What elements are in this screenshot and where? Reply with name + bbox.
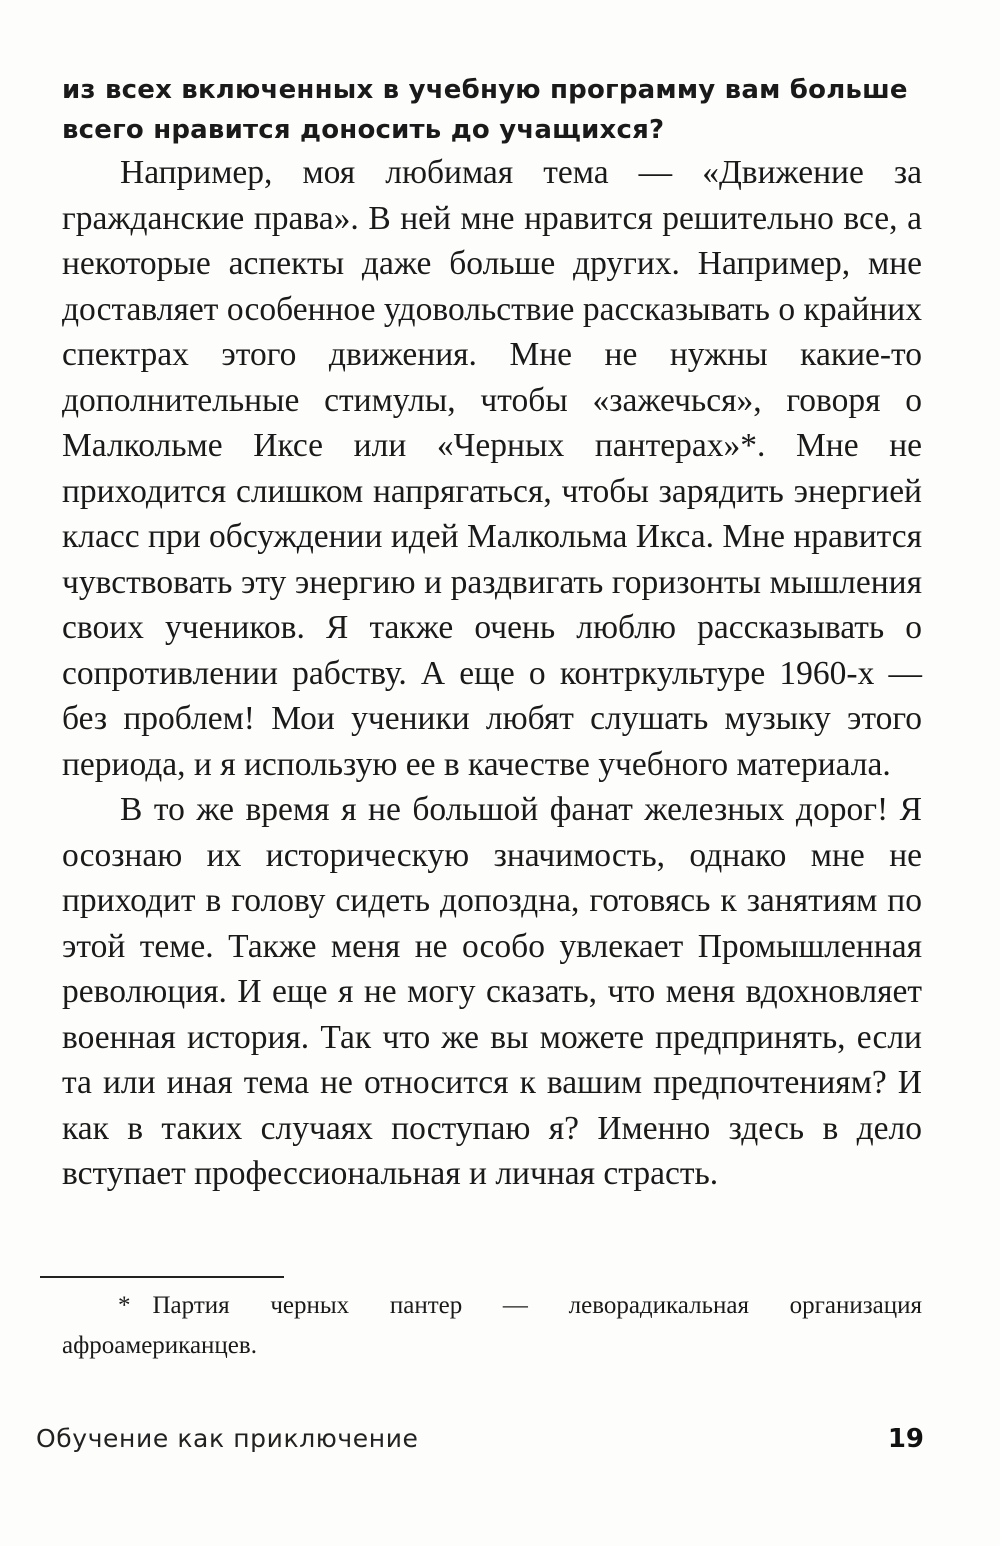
running-title: Обучение как приключение: [36, 1424, 419, 1453]
heading-line-2: всего нравится доносить до учащихся?: [62, 115, 665, 145]
footnote-mark: *: [118, 1292, 131, 1319]
page-body: [62, 70, 922, 1197]
heading-line-1: из всех включенных в учебную программу вам больше: [62, 75, 908, 105]
footnote-divider: [40, 1276, 284, 1278]
footnote: [62, 1286, 922, 1366]
page-number: 19: [887, 1424, 924, 1454]
page-footer: [36, 1424, 924, 1464]
section-question-heading: [62, 70, 922, 150]
body-paragraph-2: В то же время я не большой фанат железных дорог! Я осознаю их историческую значимость, однако мне не приходит в голову сидеть допоздна, готовясь к занятиям по этой теме. Также меня не особо увлекает Промышленная революция. И еще я не могу сказать, что меня вдохновляет военная история. Так что же вы можете предпринять, если та или иная тема не относится к вашим предпочтениям? И как в таких случаях поступаю я? Именно здесь в дело вступает профессиональная и личная страсть.: [62, 791, 922, 1192]
body-paragraph-1: Например, моя любимая тема — «Движение за гражданские права». В ней мне нравится решительно все, а некоторые аспекты даже больше других. Например, мне доставляет особенное удовольствие рассказывать о крайних спектрах этого движения. Мне не нужны какие-то дополнительные стимулы, чтобы «зажечься», говоря о Малкольме Иксе или «Черных пантерах»*. Мне не приходится слишком напрягаться, чтобы зарядить энергией класс при обсуждении идей Малкольма Икса. Мне нравится чувствовать эту энергию и раздвигать горизонты мышления своих учеников. Я также очень люблю рассказывать о сопротивлении рабству. А еще о контркультуре 1960-х — без проблем! Мои ученики любят слушать музыку этого периода, и я использую ее в качестве учебного материала.: [62, 154, 922, 783]
footnote-text: Партия черных пантер — леворадикальная организация афроамериканцев.: [62, 1292, 922, 1359]
